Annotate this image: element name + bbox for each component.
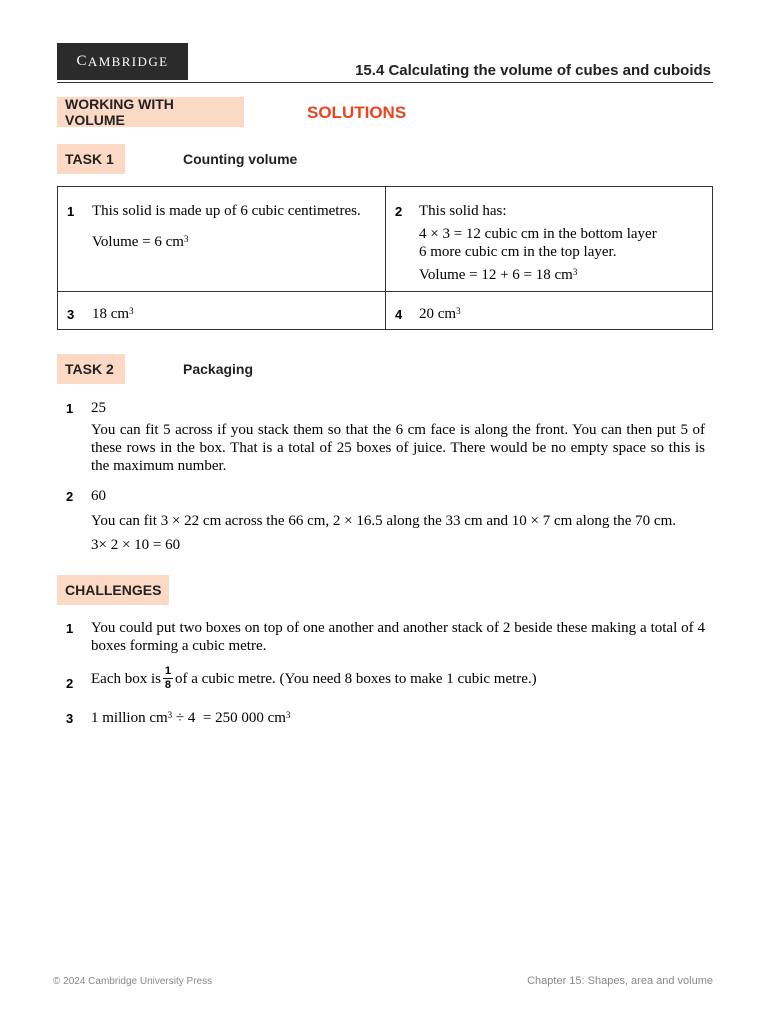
task1-q3-answer: 18 $cm^3$ [92, 306, 134, 322]
task2-title: Packaging [183, 361, 254, 377]
task1-q1-number: 1 [67, 204, 75, 219]
grid-vertical-divider [385, 187, 386, 329]
grid-horizontal-divider [58, 291, 712, 292]
task1-q2-volume: Volume = 12 + 6 = 18 $cm^3$ [419, 267, 578, 283]
challenges-tag: CHALLENGES [57, 575, 169, 605]
task1-q2-number: 2 [395, 204, 403, 219]
task1-q4-answer: 20 $cm^3$ [419, 306, 461, 322]
task2-q1-explanation: You can fit 5 across if you stack them so that the 6 cm face is along the front. You can then put 5 of these rows in the box. That is a total of 25 boxes of juice. There would be no empty space so this is the maximum number. [91, 422, 705, 474]
challenge-q2-text: Each box is $\frac{1}{8}$ of a cubic metre. (You need 8 boxes to make 1 cubic metre.) [91, 665, 537, 691]
footer-copyright: © 2024 Cambridge University Press [53, 976, 213, 987]
task2-tag: TASK 2 [57, 354, 125, 384]
section-tag: WORKING WITH VOLUME [57, 97, 244, 127]
task1-q2-line1: This solid has: [419, 203, 507, 219]
task1-tag: TASK 1 [57, 144, 125, 174]
header-divider [57, 82, 713, 83]
challenge-q1-text: You could put two boxes on top of one another and another stack of 2 beside these making a total of 4 boxes forming a cubic metre. [91, 620, 705, 654]
task1-q1-volume: Volume = 6 $cm^3$ [92, 234, 189, 250]
task2-q1-number: 1 [66, 401, 74, 416]
task2-q2-explanation: You can fit 3 × 22 cm across the 66 cm, 2 × 16.5 along the 33 cm and 10 × 7 cm along the 70 cm. [91, 513, 676, 529]
challenge-q2-number: 2 [66, 676, 74, 691]
task1-q2-line3: 6 more cubic cm in the top layer. [419, 244, 617, 260]
page-title: 15.4 Calculating the volume of cubes and cuboids [355, 62, 711, 79]
task2-q2-answer: 60 [91, 488, 106, 504]
solutions-heading: SOLUTIONS [307, 103, 407, 122]
task1-q1-line1: This solid is made up of 6 cubic centimetres. [92, 203, 361, 219]
task1-q2-line2: 4 × 3 = 12 cubic cm in the bottom layer [419, 226, 657, 242]
footer-chapter: Chapter 15: Shapes, area and volume [527, 975, 713, 987]
task1-title: Counting volume [183, 151, 298, 167]
challenge-q3-number: 3 [66, 711, 74, 726]
task2-q2-calculation: 3× 2 × 10 = 60 [91, 537, 181, 553]
challenge-q3-text: 1 million $cm^3 \div 4 = 250$ 000 $cm^3$ [91, 710, 291, 726]
task1-q3-number: 3 [67, 307, 75, 322]
task2-q1-answer: 25 [91, 400, 106, 416]
cambridge-logo: C AMBRIDGE [57, 43, 188, 80]
fraction-one-eighth: $\frac{1}{8}$ [164, 665, 172, 691]
task1-q4-number: 4 [395, 307, 403, 322]
task2-q2-number: 2 [66, 489, 74, 504]
challenge-q1-number: 1 [66, 621, 74, 636]
task1-answer-grid [57, 186, 713, 330]
